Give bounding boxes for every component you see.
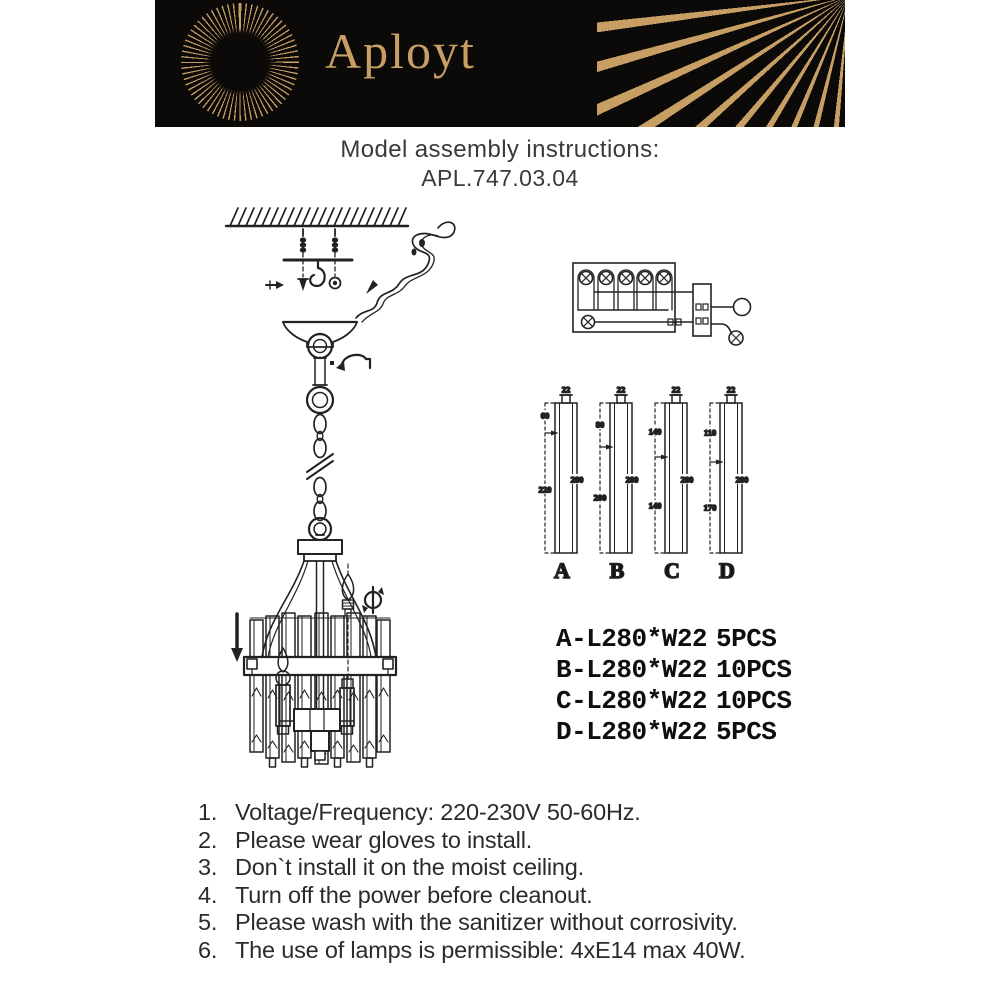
- ceiling-hatch: [226, 208, 408, 226]
- brand-banner: [155, 0, 845, 127]
- bulb-rotation-symbol: [362, 587, 384, 613]
- wiring-diagram: [555, 240, 770, 355]
- dim-b-upper: 80: [595, 419, 605, 430]
- lamp-hub: [294, 709, 340, 731]
- dim-b-lower: 200: [593, 492, 607, 503]
- item-number: 2.: [198, 826, 218, 853]
- parts-row-b: [556, 655, 792, 686]
- label-a: A: [554, 558, 570, 583]
- label-c: C: [664, 558, 680, 583]
- down-arrow-icon: [231, 614, 243, 662]
- item-text: Please wear gloves to install.: [235, 826, 533, 853]
- dim-c-lower: 140: [648, 500, 662, 511]
- model-number: APL.747.03.04: [421, 165, 579, 191]
- crystal-size-diagrams: [520, 381, 760, 586]
- parts-row-a: [556, 624, 792, 655]
- dim-d-width: 22: [726, 384, 736, 395]
- dim-c-upper: 140: [648, 426, 662, 437]
- part-code: B-L280*W22: [556, 655, 708, 685]
- dim-b-width: 22: [616, 384, 626, 395]
- item-text: The use of lamps is permissible: 4xE14 max 40W.: [235, 936, 746, 963]
- part-qty: 5PCS: [716, 624, 777, 654]
- item-text: Please wash with the sanitizer without corrosivity.: [235, 909, 738, 936]
- crystal-band: [244, 657, 396, 675]
- crystal-diagram-a: [536, 385, 585, 584]
- rays-decoration-icon: [597, 0, 845, 127]
- instruction-item: [198, 854, 745, 882]
- part-code: C-L280*W22: [556, 686, 708, 716]
- label-b: B: [609, 558, 625, 583]
- hook-icon: [310, 260, 325, 286]
- item-number: 3.: [198, 854, 218, 881]
- instruction-item: [198, 827, 745, 855]
- parts-row-d: [556, 717, 792, 748]
- item-text: Don`t install it on the moist ceiling.: [235, 854, 584, 881]
- dim-a-upper: 60: [540, 410, 550, 421]
- item-number: 6.: [198, 936, 218, 963]
- chandelier-body: [244, 535, 396, 767]
- part-code: D-L280*W22: [556, 717, 708, 747]
- dim-c-width: 22: [671, 384, 681, 395]
- part-qty: 10PCS: [716, 686, 792, 716]
- dim-b-length: 280: [625, 474, 639, 485]
- parts-list: [556, 624, 792, 748]
- instruction-item: [198, 909, 745, 937]
- instruction-item: [198, 799, 745, 827]
- instruction-item: [198, 882, 745, 910]
- label-d: D: [719, 558, 735, 583]
- item-number: 1.: [198, 799, 218, 825]
- item-number: 4.: [198, 881, 218, 908]
- crystal-diagram-c: [646, 385, 695, 584]
- mounting-hardware: [266, 229, 352, 291]
- crystal-diagram-b: [591, 385, 640, 584]
- dim-c-length: 280: [680, 474, 694, 485]
- dim-d-upper: 110: [703, 427, 717, 438]
- dim-a-length: 280: [570, 474, 584, 485]
- instruction-list: [198, 799, 745, 965]
- part-qty: 10PCS: [716, 655, 792, 685]
- crystal-diagram-d: [701, 385, 750, 584]
- part-qty: 5PCS: [716, 717, 777, 747]
- dim-a-width: 22: [561, 384, 571, 395]
- dim-a-lower: 220: [538, 484, 552, 495]
- instruction-item: [198, 937, 745, 965]
- canopy: [283, 322, 357, 385]
- lamp-symbols: [578, 270, 672, 310]
- part-code: A-L280*W22: [556, 624, 708, 654]
- dim-d-lower: 170: [703, 502, 717, 513]
- power-wire: [356, 222, 455, 322]
- dim-d-length: 280: [735, 474, 749, 485]
- chain: [307, 387, 333, 540]
- sunburst-core: [181, 3, 299, 121]
- item-number: 5.: [198, 909, 218, 936]
- brand-wordmark: Aployt: [325, 23, 476, 79]
- earth-terminal: [734, 299, 751, 316]
- item-text: Turn off the power before cleanout.: [235, 881, 593, 908]
- parts-row-c: [556, 686, 792, 717]
- installation-diagram: [170, 196, 480, 796]
- page-title: Model assembly instructions:: [340, 136, 660, 163]
- item-text: Voltage/Frequency: 220-230V 50-60Hz.: [235, 799, 641, 825]
- terminal-block: [693, 284, 711, 336]
- wire-arrow-icon: [366, 280, 378, 294]
- screw-rotation-icon: [330, 355, 370, 371]
